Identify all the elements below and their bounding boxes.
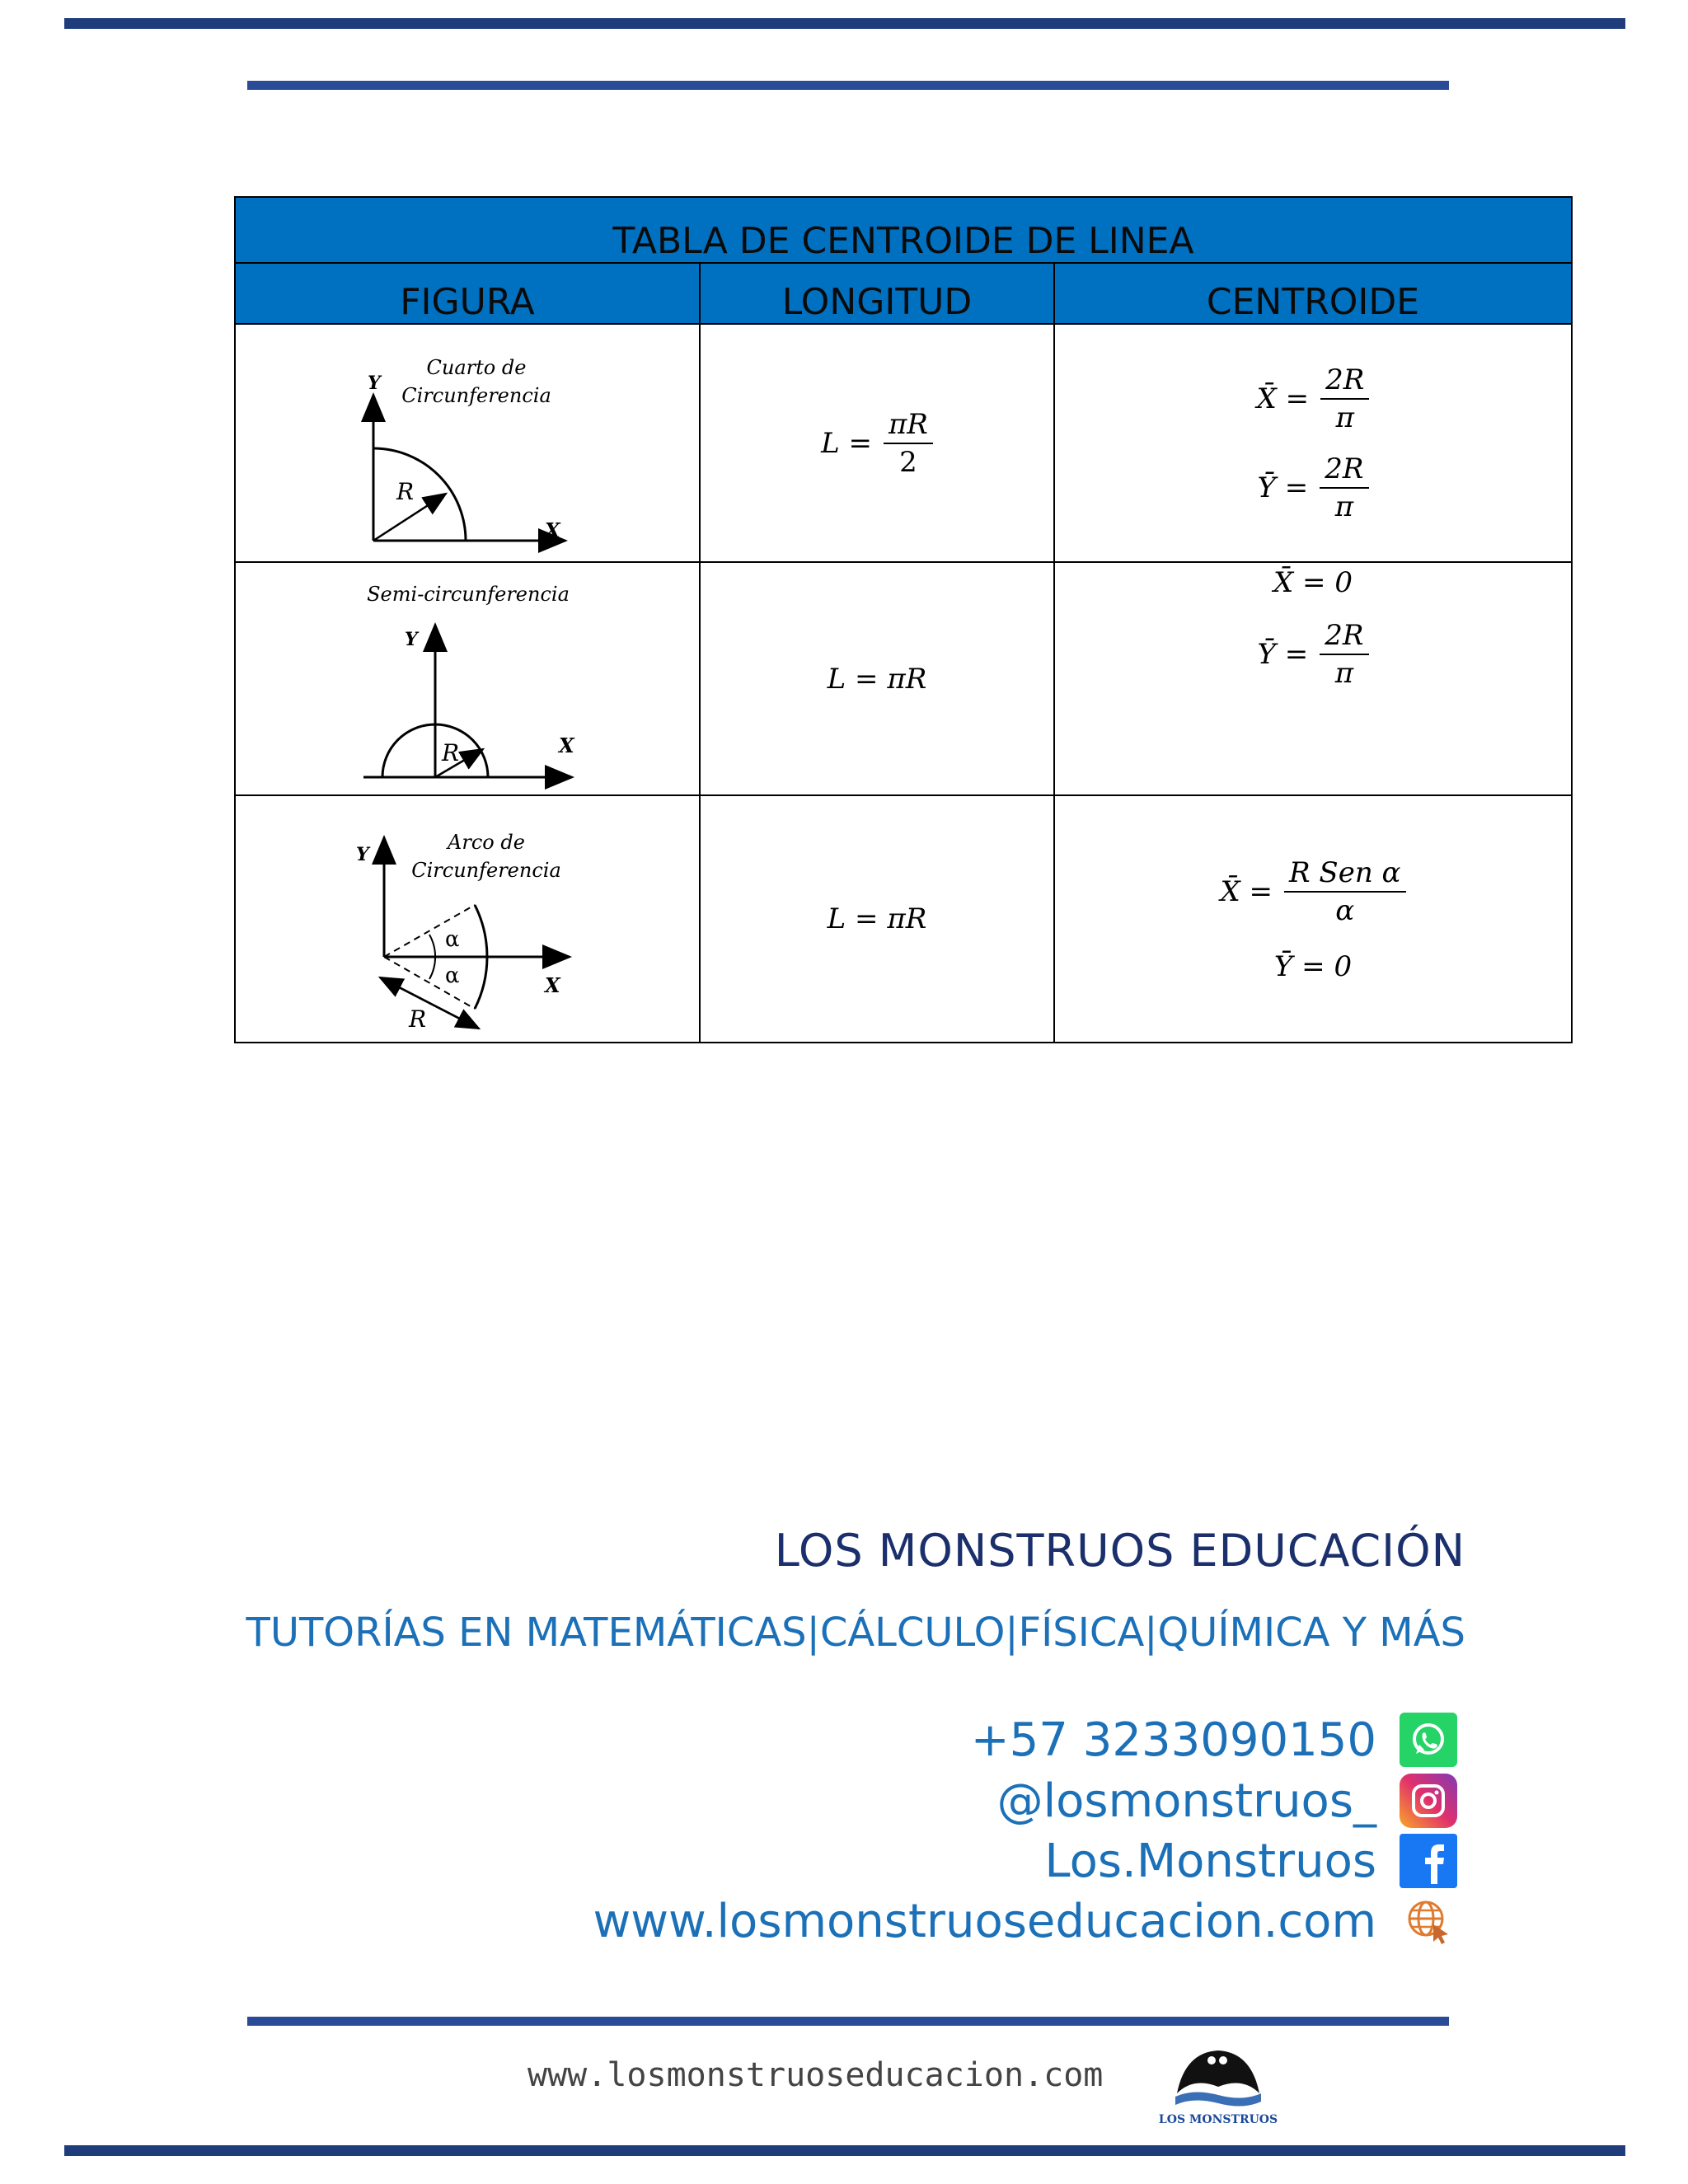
centroid-cell: [1054, 795, 1572, 1043]
header-centroide: CENTROIDE: [1054, 263, 1572, 324]
top-inner-bar: [247, 81, 1449, 90]
centroid-table: [234, 196, 1573, 1043]
brand-title: LOS MONSTRUOS EDUCACIÓN: [774, 1525, 1465, 1577]
length-formula: L = πR: [827, 662, 927, 696]
instagram-handle[interactable]: @losmonstruos_: [996, 1774, 1376, 1828]
footer-url: www.losmonstruoseducacion.com: [528, 2056, 1104, 2094]
length-cell: [700, 562, 1054, 795]
centroid-y-lhs: Ȳ =: [1257, 471, 1309, 504]
length-cell: [700, 324, 1054, 562]
centroid-y-formula: Ȳ = 0: [1273, 950, 1353, 983]
monster-logo-icon: [1158, 2044, 1278, 2126]
table-row: [235, 324, 1572, 562]
brand-subtitle: TUTORÍAS EN MATEMÁTICAS|CÁLCULO|FÍSICA|QUÍMICA Y MÁS: [246, 1610, 1465, 1656]
whatsapp-icon: [1400, 1713, 1457, 1767]
los-monstruos-logo: [1158, 2044, 1278, 2130]
x-axis-label: X: [545, 973, 560, 997]
figure-label: Cuarto de: [426, 356, 527, 379]
length-denominator: 2: [899, 445, 917, 479]
length-formula: L = πR: [827, 902, 927, 935]
centroid-x-formula: X̄ = 0: [1273, 566, 1353, 599]
radius-label: R: [442, 739, 460, 766]
figure-quarter-circle: [235, 324, 700, 562]
header-longitud: LONGITUD: [700, 263, 1054, 324]
table-row: [235, 562, 1572, 795]
table-title: TABLA DE CENTROIDE DE LINEA: [235, 197, 1572, 263]
centroid-x-denominator: π: [1335, 401, 1354, 434]
facebook-handle[interactable]: Los.Monstruos: [1044, 1834, 1376, 1888]
y-axis-label: Y: [356, 844, 369, 865]
radius-label: R: [409, 1005, 427, 1033]
figure-label: Arco de: [448, 831, 525, 854]
y-axis-label: Y: [368, 373, 381, 394]
centroid-y-numerator: 2R: [1320, 617, 1368, 655]
contact-instagram[interactable]: [997, 1774, 1457, 1828]
whatsapp-number[interactable]: +57 3233090150: [970, 1713, 1376, 1767]
centroid-x-lhs: X̄ =: [1256, 382, 1310, 415]
contact-facebook[interactable]: [1044, 1834, 1457, 1888]
figure-label: Circunferencia: [411, 859, 561, 882]
radius-label: R: [396, 478, 415, 505]
logo-text: LOS MONSTRUOS: [1158, 2113, 1278, 2126]
angle-label: α: [445, 927, 460, 952]
figure-semicircle: [235, 562, 700, 795]
table-row: [235, 795, 1572, 1043]
centroid-x-numerator: R Sen α: [1284, 855, 1406, 893]
figure-label: Semi-circunferencia: [367, 583, 570, 606]
centroid-y-denominator: π: [1334, 490, 1354, 523]
contact-whatsapp[interactable]: [971, 1713, 1457, 1767]
contact-website[interactable]: [593, 1894, 1457, 1948]
centroid-cell: [1054, 562, 1572, 795]
centroid-x-numerator: 2R: [1320, 362, 1369, 400]
length-lhs: L =: [821, 426, 872, 460]
centroid-y-numerator: 2R: [1320, 451, 1368, 489]
top-border-bar: [64, 18, 1625, 29]
globe-icon: [1400, 1894, 1457, 1948]
bottom-inner-bar: [247, 2017, 1449, 2026]
length-numerator: πR: [884, 406, 933, 444]
y-axis-label: Y: [405, 629, 418, 650]
centroid-cell: [1054, 324, 1572, 562]
length-cell: [700, 795, 1054, 1043]
semicircle-diagram: [236, 563, 701, 794]
centroid-y-denominator: π: [1334, 657, 1354, 690]
bottom-border-bar: [64, 2145, 1625, 2156]
x-axis-label: X: [559, 733, 574, 757]
instagram-icon: [1400, 1774, 1457, 1828]
centroid-x-lhs: X̄ =: [1220, 875, 1273, 908]
arc-diagram: [236, 796, 701, 1042]
figure-label: Circunferencia: [401, 384, 551, 407]
header-figura: FIGURA: [235, 263, 700, 324]
angle-label: α: [445, 963, 460, 988]
facebook-icon: [1400, 1834, 1457, 1888]
x-axis-label: X: [545, 518, 560, 542]
quarter-circle-diagram: [236, 325, 701, 561]
centroid-x-denominator: α: [1335, 894, 1355, 927]
centroid-y-lhs: Ȳ =: [1257, 638, 1309, 671]
figure-arc: [235, 795, 700, 1043]
website-link[interactable]: www.losmonstruoseducacion.com: [593, 1894, 1376, 1948]
